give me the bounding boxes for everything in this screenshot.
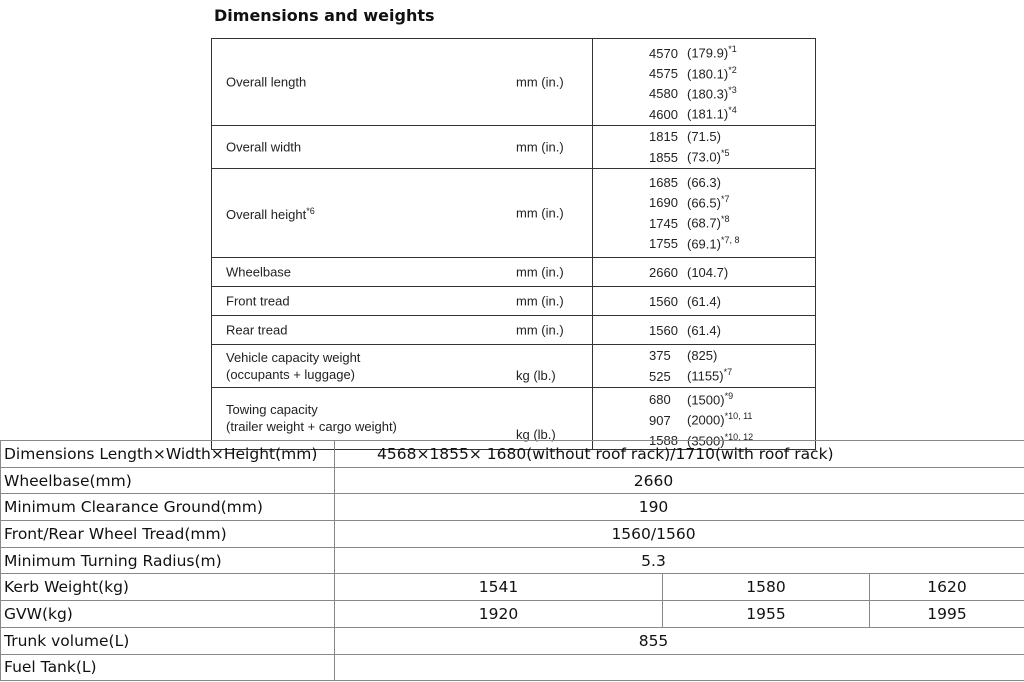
value-line: 525 $(1155)^{*7}$ xyxy=(649,367,733,384)
spec-value: 2660 xyxy=(335,467,1024,494)
row-label-cell xyxy=(212,258,593,287)
spec-table xyxy=(0,440,1024,681)
value-line: 4600 $(181.1)^{*4}$ xyxy=(649,105,737,122)
spec-label: Minimum Turning Radius(m) xyxy=(1,547,335,574)
value-line: 1560 (61.4) xyxy=(649,293,721,309)
row-label: Wheelbase xyxy=(226,264,292,280)
spec-row-fuel xyxy=(1,654,1024,681)
value-line: 1855 $(73.0)^{*5}$ xyxy=(649,148,730,165)
row-unit: mm (in.) xyxy=(516,139,564,155)
row-values-cell xyxy=(593,258,816,287)
row-unit: kg (lb.) xyxy=(516,427,556,443)
value-line: 1745 $(68.7)^{*8}$ xyxy=(649,214,730,231)
spec-row-kerb xyxy=(1,574,1024,601)
spec-value: 190 xyxy=(335,494,1024,521)
value-line: 1815 (71.5) xyxy=(649,129,721,145)
spec-label: Kerb Weight(kg) xyxy=(1,574,335,601)
row-unit: mm (in.) xyxy=(516,293,564,309)
row-label-cell xyxy=(212,126,593,169)
row-values-cell xyxy=(593,345,816,388)
spec-value: 1620 xyxy=(870,574,1024,601)
spec-row-tread xyxy=(1,521,1024,548)
spec-value: 1541 xyxy=(335,574,663,601)
row-unit: mm (in.) xyxy=(516,264,564,280)
spec-label: Front/Rear Wheel Tread(mm) xyxy=(1,521,335,548)
row-values-cell xyxy=(593,287,816,316)
dimensions-weights-table xyxy=(211,38,816,450)
row-values-cell xyxy=(593,316,816,345)
spec-value: 1995 xyxy=(870,601,1024,628)
spec-row xyxy=(212,316,816,345)
row-unit: mm (in.) xyxy=(516,74,564,90)
spec-row xyxy=(212,39,816,126)
spec-row xyxy=(212,169,816,258)
row-label: Overall width xyxy=(226,139,302,155)
spec-value xyxy=(335,654,1024,681)
spec-label: Fuel Tank(L) xyxy=(1,654,335,681)
spec-row-turning xyxy=(1,547,1024,574)
row-label-cell xyxy=(212,287,593,316)
value-line: 4570 $(179.9)^{*1}$ xyxy=(649,44,737,61)
spec-value: 1920 xyxy=(335,601,663,628)
spec-row-trunk xyxy=(1,627,1024,654)
value-line: 1755 $(69.1)^{*7, 8}$ xyxy=(649,234,740,251)
spec-row xyxy=(212,345,816,388)
spec-row xyxy=(212,287,816,316)
spec-label: GVW(kg) xyxy=(1,601,335,628)
row-label-cell xyxy=(212,316,593,345)
spec-row-wheelbase xyxy=(1,467,1024,494)
row-label: Overall height$^{*6}$ xyxy=(226,205,315,223)
value-line: 375 (825) xyxy=(649,348,718,364)
value-line: 680 $(1500)^{*9}$ xyxy=(649,391,734,408)
spec-label: Minimum Clearance Ground(mm) xyxy=(1,494,335,521)
spec-value: 855 xyxy=(335,627,1024,654)
spec-row-dimensions xyxy=(1,441,1024,468)
row-label-cell xyxy=(212,345,593,388)
row-unit: mm (in.) xyxy=(516,322,564,338)
value-line: 1685 (66.3) xyxy=(649,175,721,190)
row-label: Vehicle capacity weight (occupants + luggage) xyxy=(226,350,361,382)
spec-value: 4568×1855× 1680(without roof rack)/1710(with roof rack) xyxy=(335,441,1024,468)
spec-row-clearance xyxy=(1,494,1024,521)
row-label-cell xyxy=(212,39,593,126)
row-values-cell xyxy=(593,39,816,126)
spec-label: Trunk volume(L) xyxy=(1,627,335,654)
spec-value: 1955 xyxy=(663,601,870,628)
row-label: Front tread xyxy=(226,293,290,309)
row-label: Towing capacity (trailer weight + cargo weight) xyxy=(226,402,397,435)
spec-value: 1560/1560 xyxy=(335,521,1024,548)
spec-row xyxy=(212,258,816,287)
value-line: 1588 $(3500)^{*10, 12}$ xyxy=(649,431,754,448)
value-line: 4575 $(180.1)^{*2}$ xyxy=(649,64,737,81)
row-label: Rear tread xyxy=(226,322,288,338)
row-values-cell xyxy=(593,169,816,258)
row-label-cell xyxy=(212,169,593,258)
spec-row-gvw xyxy=(1,601,1024,628)
row-unit: kg (lb.) xyxy=(516,368,556,383)
spec-row xyxy=(212,126,816,169)
row-unit: mm (in.) xyxy=(516,205,564,221)
value-line: 4580 $(180.3)^{*3}$ xyxy=(649,85,737,102)
spec-value: 1580 xyxy=(663,574,870,601)
value-line: 2660 (104.7) xyxy=(649,264,729,280)
value-line: 1690 $(66.5)^{*7}$ xyxy=(649,194,730,211)
spec-value: 5.3 xyxy=(335,547,1024,574)
spec-label: Wheelbase(mm) xyxy=(1,467,335,494)
row-values-cell xyxy=(593,126,816,169)
spec-label: Dimensions Length×Width×Height(mm) xyxy=(1,441,335,468)
value-line: 1560 (61.4) xyxy=(649,322,721,338)
section-title: Dimensions and weights xyxy=(214,6,435,25)
row-label: Overall length xyxy=(226,74,307,90)
value-line: 907 $(2000)^{*10, 11}$ xyxy=(649,411,753,428)
